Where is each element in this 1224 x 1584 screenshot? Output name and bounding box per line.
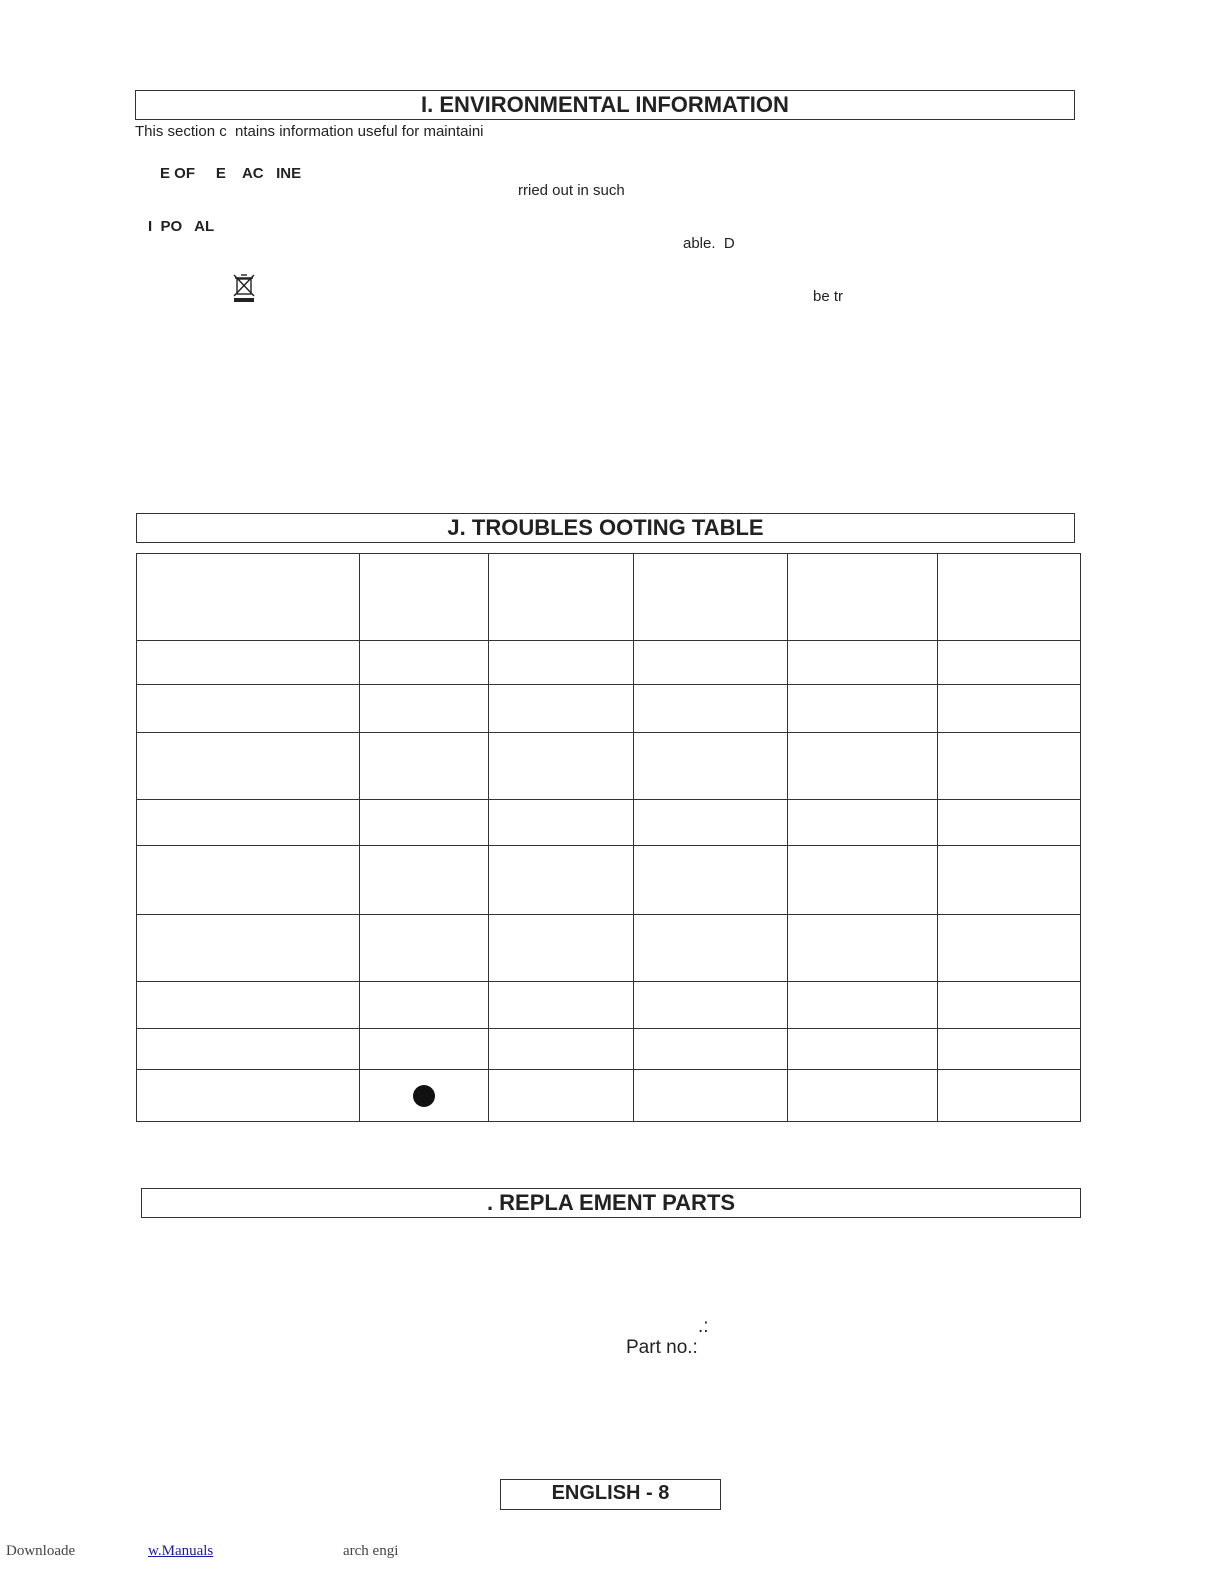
environmental-section-title: I. ENVIRONMENTAL INFORMATION [135,90,1075,120]
table-cell [137,641,360,685]
table-cell [788,733,938,800]
table-header-row [137,554,1081,641]
table-row [137,800,1081,846]
table-cell [137,800,360,846]
environmental-text-2: able. D [683,235,735,252]
table-cell [360,554,489,641]
table-cell [788,685,938,733]
table-cell [360,685,489,733]
part-number-label: Part no.: [626,1337,698,1358]
table-cell [489,982,634,1029]
table-cell [634,641,788,685]
table-cell [634,982,788,1029]
table-cell [137,1029,360,1070]
table-cell [489,685,634,733]
table-cell [634,846,788,915]
table-cell [360,800,489,846]
table-cell [938,982,1081,1029]
table-cell [634,1029,788,1070]
table-cell [489,1070,634,1122]
table-cell [360,846,489,915]
table-cell [137,1070,360,1122]
table-cell [938,641,1081,685]
table-cell [360,733,489,800]
download-text-start: Downloade [6,1543,76,1559]
crossed-out-bin-icon [231,273,257,303]
table-cell [788,1029,938,1070]
environmental-heading-disposal: I PO AL [148,218,215,235]
download-text-end: arch engi [343,1543,399,1559]
table-cell [634,1070,788,1122]
table-cell [137,846,360,915]
replacement-parts-section-title: . REPLA EMENT PARTS [141,1188,1081,1218]
table-row [137,733,1081,800]
table-row [137,1029,1081,1070]
table-cell [489,800,634,846]
table-cell [938,915,1081,982]
table-cell [137,982,360,1029]
table-cell [489,554,634,641]
replacement-label-1: .: [698,1316,709,1337]
table-row [137,685,1081,733]
table-cell [360,982,489,1029]
table-row [137,982,1081,1029]
table-cell [938,685,1081,733]
table-cell [137,733,360,800]
table-cell [938,1070,1081,1122]
table-cell [788,982,938,1029]
table-cell [360,1070,489,1122]
table-cell [938,800,1081,846]
troubleshooting-section-title: J. TROUBLES OOTING TABLE [136,513,1075,543]
filled-circle-marker-icon [413,1085,435,1107]
environmental-heading-end-of-life: E OF E AC INE [160,165,302,182]
table-cell [938,846,1081,915]
environmental-intro: This section c ntains information useful for maintaini [135,123,484,140]
table-cell [137,915,360,982]
table-cell [360,915,489,982]
table-cell [360,641,489,685]
table-cell [788,800,938,846]
table-row [137,915,1081,982]
table-cell [788,641,938,685]
table-cell [489,641,634,685]
table-cell [360,1029,489,1070]
table-cell [788,846,938,915]
table-cell [489,915,634,982]
table-cell [489,846,634,915]
table-cell [137,685,360,733]
table-cell [938,1029,1081,1070]
table-cell [634,800,788,846]
table-cell [788,554,938,641]
table-cell [634,733,788,800]
environmental-text-1: rried out in such [518,182,625,199]
table-row [137,641,1081,685]
table-cell [938,554,1081,641]
table-cell [634,915,788,982]
table-cell [938,733,1081,800]
table-cell [788,1070,938,1122]
environmental-text-3: be tr [813,288,844,305]
table-cell [489,1029,634,1070]
table-row [137,1070,1081,1122]
table-row [137,846,1081,915]
table-cell [788,915,938,982]
manuals-link[interactable]: w.Manuals [148,1543,214,1559]
table-cell [634,685,788,733]
table-cell [137,554,360,641]
page-number-label: ENGLISH - 8 [500,1479,721,1510]
table-cell [489,733,634,800]
troubleshooting-table [136,553,1081,1122]
table-cell [634,554,788,641]
